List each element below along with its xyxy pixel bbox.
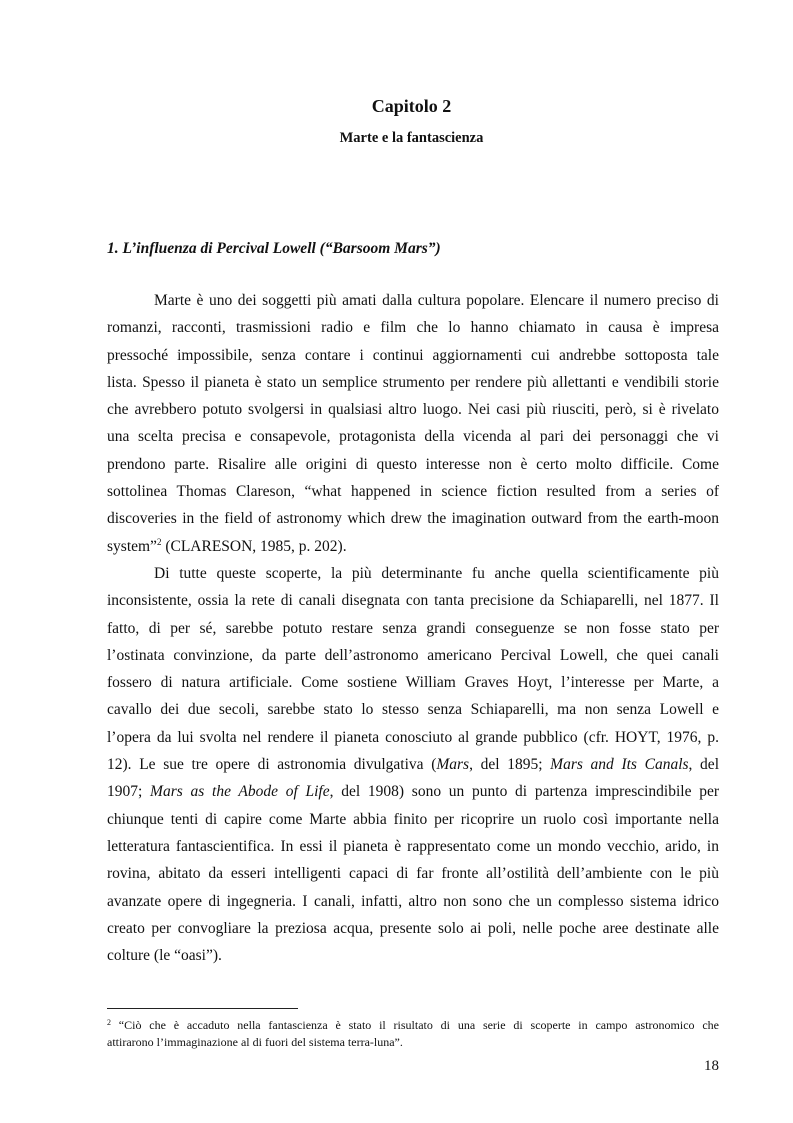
body-text bbox=[107, 287, 719, 969]
text-span: 12). Le sue tre opere di astronomia divulgativa ( bbox=[107, 756, 437, 774]
text-span: , del bbox=[688, 756, 719, 774]
footnote bbox=[107, 1017, 719, 1051]
paragraph bbox=[107, 287, 719, 560]
book-title: Mars bbox=[436, 756, 470, 774]
text-line: cavallo dei due secoli, sarebbe stato lo stesso senza Schiaparelli, ma non senza Lowell e bbox=[107, 701, 719, 719]
text-line bbox=[107, 751, 719, 778]
paragraph bbox=[107, 560, 719, 969]
text-line: letteratura fantascientifica. In essi il pianeta è rappresentato come un mondo vecchio, arido, in bbox=[107, 837, 719, 855]
text-line: una scelta precisa e consapevole, protagonista della vicenda al pari dei personaggi che vi bbox=[107, 428, 719, 446]
text-span: (CLARESON, 1985, p. 202). bbox=[161, 537, 347, 555]
text-line bbox=[107, 778, 719, 805]
text-line: inconsistente, ossia la rete di canali disegnata con tanta precisione da Schiaparelli, nel 1877. Il bbox=[107, 592, 719, 610]
footnote-number: 2 bbox=[107, 1018, 111, 1027]
text-line: creato per convogliare la preziosa acqua, presente solo ai poli, nelle poche aree destinate alle bbox=[107, 919, 719, 937]
text-line: Di tutte queste scoperte, la più determinante fu anche quella scientificamente più bbox=[154, 564, 719, 582]
footnote-divider bbox=[107, 1008, 298, 1009]
book-title: Mars as the Abode of Life bbox=[150, 783, 330, 801]
text-span: 1907; bbox=[107, 783, 151, 801]
text-line: fossero di natura artificiale. Come sostiene William Graves Hoyt, l’interesse per Marte, a bbox=[107, 674, 719, 692]
text-line: lista. Spesso il pianeta è stato un semplice strumento per rendere più allettanti e vendibili storie bbox=[107, 373, 719, 391]
page-number: 18 bbox=[704, 1058, 719, 1074]
chapter-title: Capitolo 2 bbox=[371, 96, 452, 116]
text-line: colture (le “oasi”). bbox=[107, 947, 222, 965]
text-line: avanzate opere di ingegneria. I canali, infatti, altro non sono che un complesso sistema idrico bbox=[107, 892, 719, 910]
text-line: chiunque tenti di capire come Marte abbia finito per ricoprire un ruolo così importante nella bbox=[107, 810, 719, 828]
text-line: rovina, abitato da esseri intelligenti capaci di far fronte all’ostilità dell’ambiente con le più bbox=[107, 865, 719, 883]
section-heading: 1. L’influenza di Percival Lowell (“Barsoom Mars”) bbox=[107, 240, 441, 257]
text-line: romanzi, racconti, trasmissioni radio e film che lo hanno chiamato in causa è impresa bbox=[107, 319, 719, 337]
text-line: fatto, di per sé, sarebbe potuto restare senza grandi conseguenze se non fosse stato per bbox=[107, 619, 719, 637]
footnote-line: attirarono l’immaginazione al di fuori del sistema terra-luna”. bbox=[107, 1035, 403, 1049]
text-line: prendono parte. Risalire alle origini di questo interesse non è certo molto difficile. Come bbox=[107, 455, 719, 473]
chapter-subtitle: Marte e la fantascienza bbox=[339, 130, 484, 146]
text-span: , del 1908) sono un punto di partenza imprescindibile per bbox=[329, 783, 719, 801]
text-line: l’opera da lui svolta nel rendere il pianeta conosciuto al grande pubblico (cfr. HOYT, 1976, p. bbox=[107, 728, 719, 746]
text-line: sottolinea Thomas Clareson, “what happened in science fiction resulted from a series of bbox=[107, 483, 719, 501]
text-line bbox=[107, 533, 719, 560]
text-span: , del 1895; bbox=[469, 756, 551, 774]
text-line: che avrebbero potuto svolgersi in qualsiasi altro luogo. Nei casi più riusciti, però, si è rivelato bbox=[107, 401, 719, 419]
footnote-text: “Ciò che è accaduto nella fantascienza è stato il risultato di una serie di scoperte in campo astronomico che bbox=[111, 1018, 719, 1032]
text-line: discoveries in the field of astronomy which drew the imagination outward from the earth-moon bbox=[107, 510, 719, 528]
text-line: Marte è uno dei soggetti più amati dalla cultura popolare. Elencare il numero preciso di bbox=[154, 292, 719, 309]
text-line: pressoché impossibile, senza contare i continui aggiornamenti cui andrebbe sottoposta tale bbox=[107, 346, 719, 364]
footnote-line bbox=[107, 1017, 719, 1034]
text-span: system” bbox=[107, 537, 157, 555]
book-title: Mars and Its Canals bbox=[550, 756, 689, 774]
footnote-ref[interactable]: 2 bbox=[156, 536, 162, 547]
text-line: l’ostinata convinzione, da parte dell’astronomo americano Percival Lowell, che quei canali bbox=[107, 646, 719, 664]
